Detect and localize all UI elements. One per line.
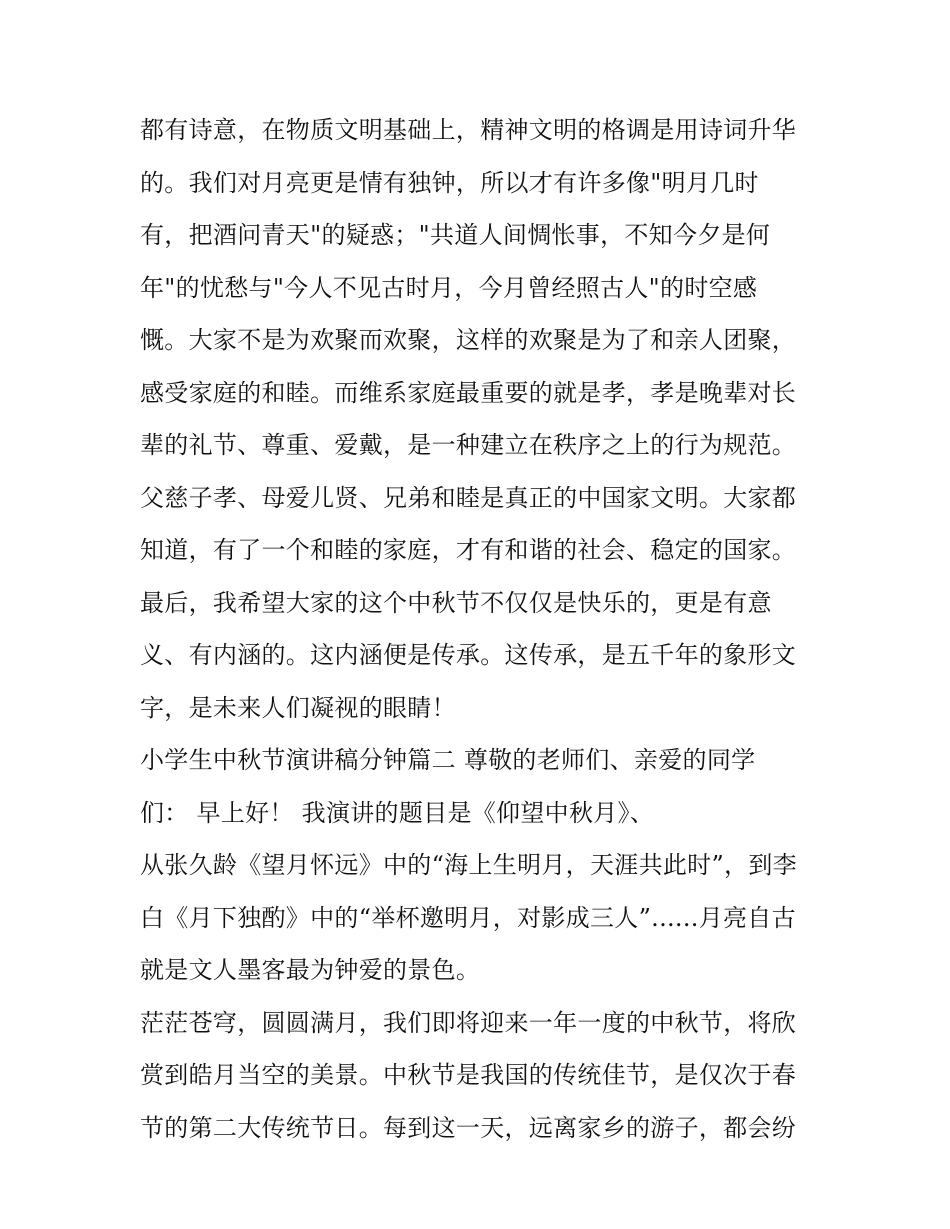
section-heading-line: 小学生中秋节演讲稿分钟篇二 尊敬的老师们、亲爱的同学	[140, 746, 756, 774]
text-line: 赏到皓月当空的美景。中秋节是我国的传统佳节，是仅次于春	[140, 1061, 797, 1089]
text-line: 年"的忧愁与"今人不见古时月，今月曾经照古人"的时空感	[140, 273, 758, 302]
text-line: 白《月下独酌》中的“举杯邀明月，对影成三人”......月亮自古	[140, 903, 796, 932]
text-line: 节的第二大传统节日。每到这一天，远离家乡的游子，都会纷	[140, 1113, 797, 1142]
text-line: 慨。大家不是为欢聚而欢聚，这样的欢聚是为了和亲人团聚，	[140, 326, 797, 354]
text-line: 字，是未来人们凝视的眼睛！	[140, 693, 456, 722]
text-line: 有，把酒问青天"的疑惑；"共道人间惆怅事，不知今夕是何	[140, 221, 771, 249]
text-line: 从张久龄《望月怀远》中的“海上生明月，天涯共此时”，到李	[140, 851, 797, 879]
text-line: 知道，有了一个和睦的家庭，才有和谐的社会、稳定的国家。	[140, 536, 797, 564]
text-line: 义、有内涵的。这内涵便是传承。这传承，是五千年的象形文	[140, 641, 797, 669]
text-line: 的。我们对月亮更是情有独钟，所以才有许多像"明月几时	[140, 168, 759, 197]
text-line: 们： 早上好！ 我演讲的题目是《仰望中秋月》、	[140, 798, 655, 827]
text-line: 父慈子孝、母爱儿贤、兄弟和睦是真正的中国家文明。大家都	[140, 483, 797, 512]
text-line: 最后，我希望大家的这个中秋节不仅仅是快乐的，更是有意	[140, 588, 772, 617]
text-line: 茫茫苍穹，圆圆满月，我们即将迎来一年一度的中秋节，将欣	[140, 1008, 797, 1037]
text-line: 就是文人墨客最为钟爱的景色。	[140, 956, 481, 984]
text-line: 辈的礼节、尊重、爱戴，是一种建立在秩序之上的行为规范。	[140, 431, 797, 459]
text-line: 感受家庭的和睦。而维系家庭最重要的就是孝，孝是晚辈对长	[140, 378, 797, 407]
body-text	[140, 104, 830, 1154]
text-line: 都有诗意，在物质文明基础上，精神文明的格调是用诗词升华	[140, 116, 797, 144]
